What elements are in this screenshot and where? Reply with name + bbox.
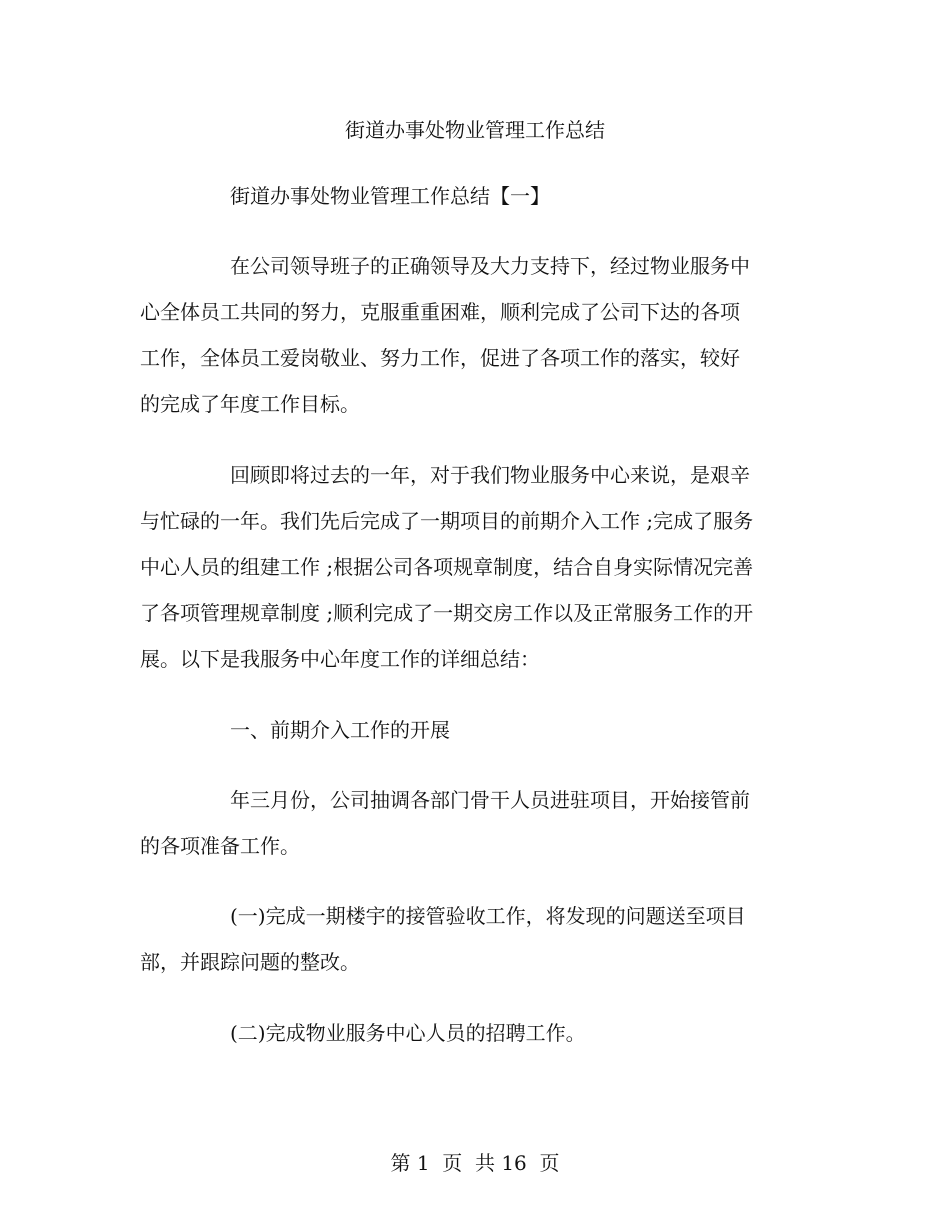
section-heading: 一、前期介入工作的开展 [230,718,450,742]
document-title: 街道办事处物业管理工作总结 [345,118,605,142]
paragraph-line: 与忙碌的一年。我们先后完成了一期项目的前期介入工作 ;完成了服务 [140,509,754,533]
page-number: 第 1 页 共 16 页 [390,1151,560,1175]
paragraph-line: 年三月份，公司抽调各部门骨干人员进驻项目，开始接管前 [230,788,750,812]
paragraph-line: 的完成了年度工作目标。 [140,392,360,416]
list-item-line: 部，并跟踪问题的整改。 [140,950,360,974]
paragraph-line: 展。以下是我服务中心年度工作的详细总结： [140,647,540,671]
list-item-line: (一)完成一期楼宇的接管验收工作，将发现的问题送至项目 [230,904,746,928]
list-item-line: (二)完成物业服务中心人员的招聘工作。 [230,1021,586,1045]
paragraph-line: 工作，全体员工爱岗敬业、努力工作，促进了各项工作的落实，较好 [140,346,740,370]
paragraph-line: 心全体员工共同的努力，克服重重困难，顺利完成了公司下达的各项 [140,300,740,324]
document-subtitle: 街道办事处物业管理工作总结【一】 [230,184,550,208]
paragraph-line: 在公司领导班子的正确领导及大力支持下，经过物业服务中 [230,254,750,278]
paragraph-line: 的各项准备工作。 [140,834,300,858]
paragraph-line: 中心人员的组建工作 ;根据公司各项规章制度，结合自身实际情况完善 [140,555,754,579]
paragraph-line: 了各项管理规章制度 ;顺利完成了一期交房工作以及正常服务工作的开 [140,601,754,625]
paragraph-line: 回顾即将过去的一年，对于我们物业服务中心来说，是艰辛 [230,463,750,487]
